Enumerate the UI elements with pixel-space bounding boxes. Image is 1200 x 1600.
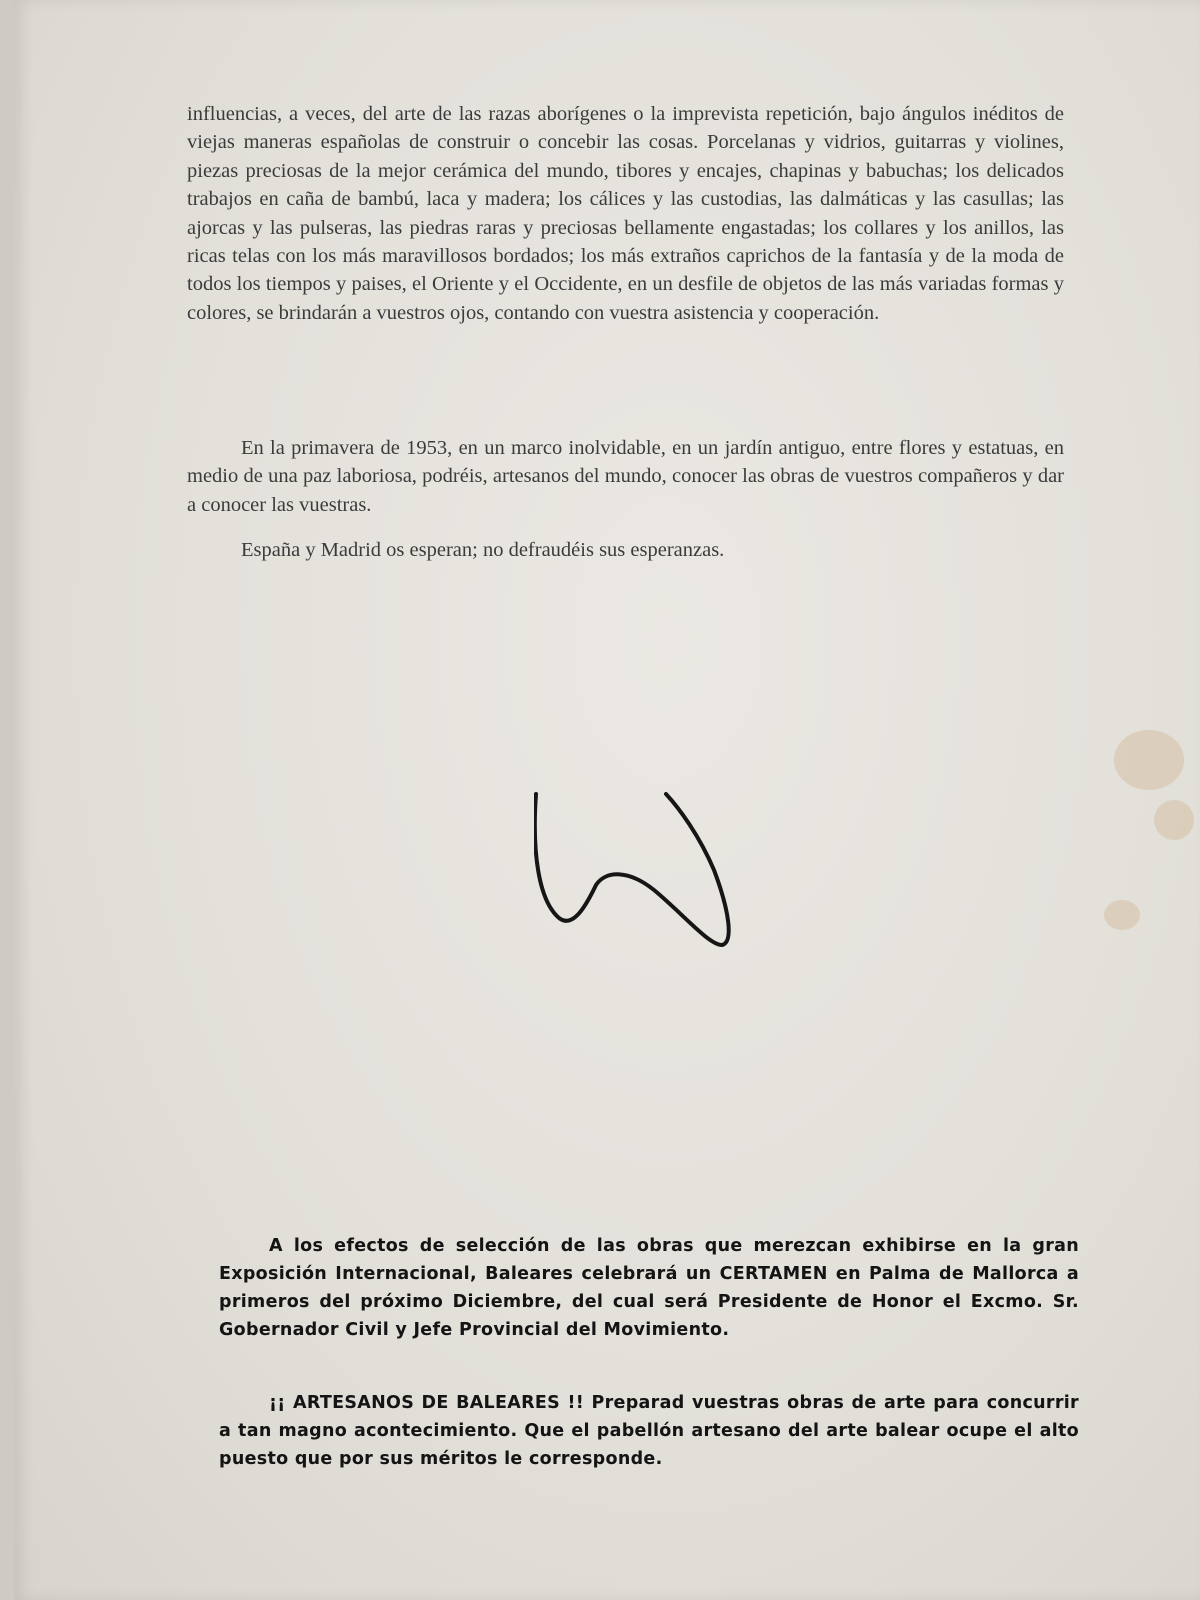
paragraph-objects: influencias, a veces, del arte de las razas aborígenes o la imprevista repetición, bajo ángulos inéditos de viejas maneras españolas de construir o concebir las cosas. Porcelanas y vidrios, guitarras y violines, piezas preciosas de la mejor cerámica del mundo, tibores y encajes, chapinas y babuchas; los delicados trabajos en caña de bambú, laca y madera; los cálices y las custodias, las dalmáticas y las casullas; las ajorcas y las pulseras, las piedras raras y preciosas bellamente engastadas; los collares y los anillos, las ricas telas con los más maravillosos bordados; los más extraños caprichos de la fantasía y de la moda de todos los tiempos y paises, el Oriente y el Occidente, en un desfile de objetos de las más variadas formas y colores, se brindarán a vuestros ojos, contando con vuestra asistencia y cooperación. — [187, 103, 1064, 324]
paper-stain — [1114, 730, 1184, 790]
document-page — [14, 0, 1200, 1600]
paper-stain — [1154, 800, 1194, 840]
paragraph-closing: España y Madrid os esperan; no defraudéis sus esperanzas. — [241, 539, 725, 561]
calligraphic-ornament — [534, 790, 744, 975]
notice-certamen: A los efectos de selección de las obras que merezcan exhibirse en la gran Exposición Internacional, Baleares celebrará un CERTAMEN en Palma de Mallorca a primeros del próximo Diciembre, del cual será Presidente de Honor el Excmo. Sr. Gobernador Civil y Jefe Provincial del Movimiento. — [219, 1236, 1079, 1340]
paragraph-spring-1953: En la primavera de 1953, en un marco inolvidable, en un jardín antiguo, entre flores y estatuas, en medio de una paz laboriosa, podréis, artesanos del mundo, conocer las obras de vuestros compañeros y dar a conocer las vuestras. — [187, 437, 1064, 516]
paper-stain — [1104, 900, 1140, 930]
notice-artesanos: ¡¡ ARTESANOS DE BALEARES !! Preparad vuestras obras de arte para concurrir a tan magno acontecimiento. Que el pabellón artesano del arte balear ocupe el alto puesto que por sus méritos le corresponde. — [219, 1393, 1079, 1469]
